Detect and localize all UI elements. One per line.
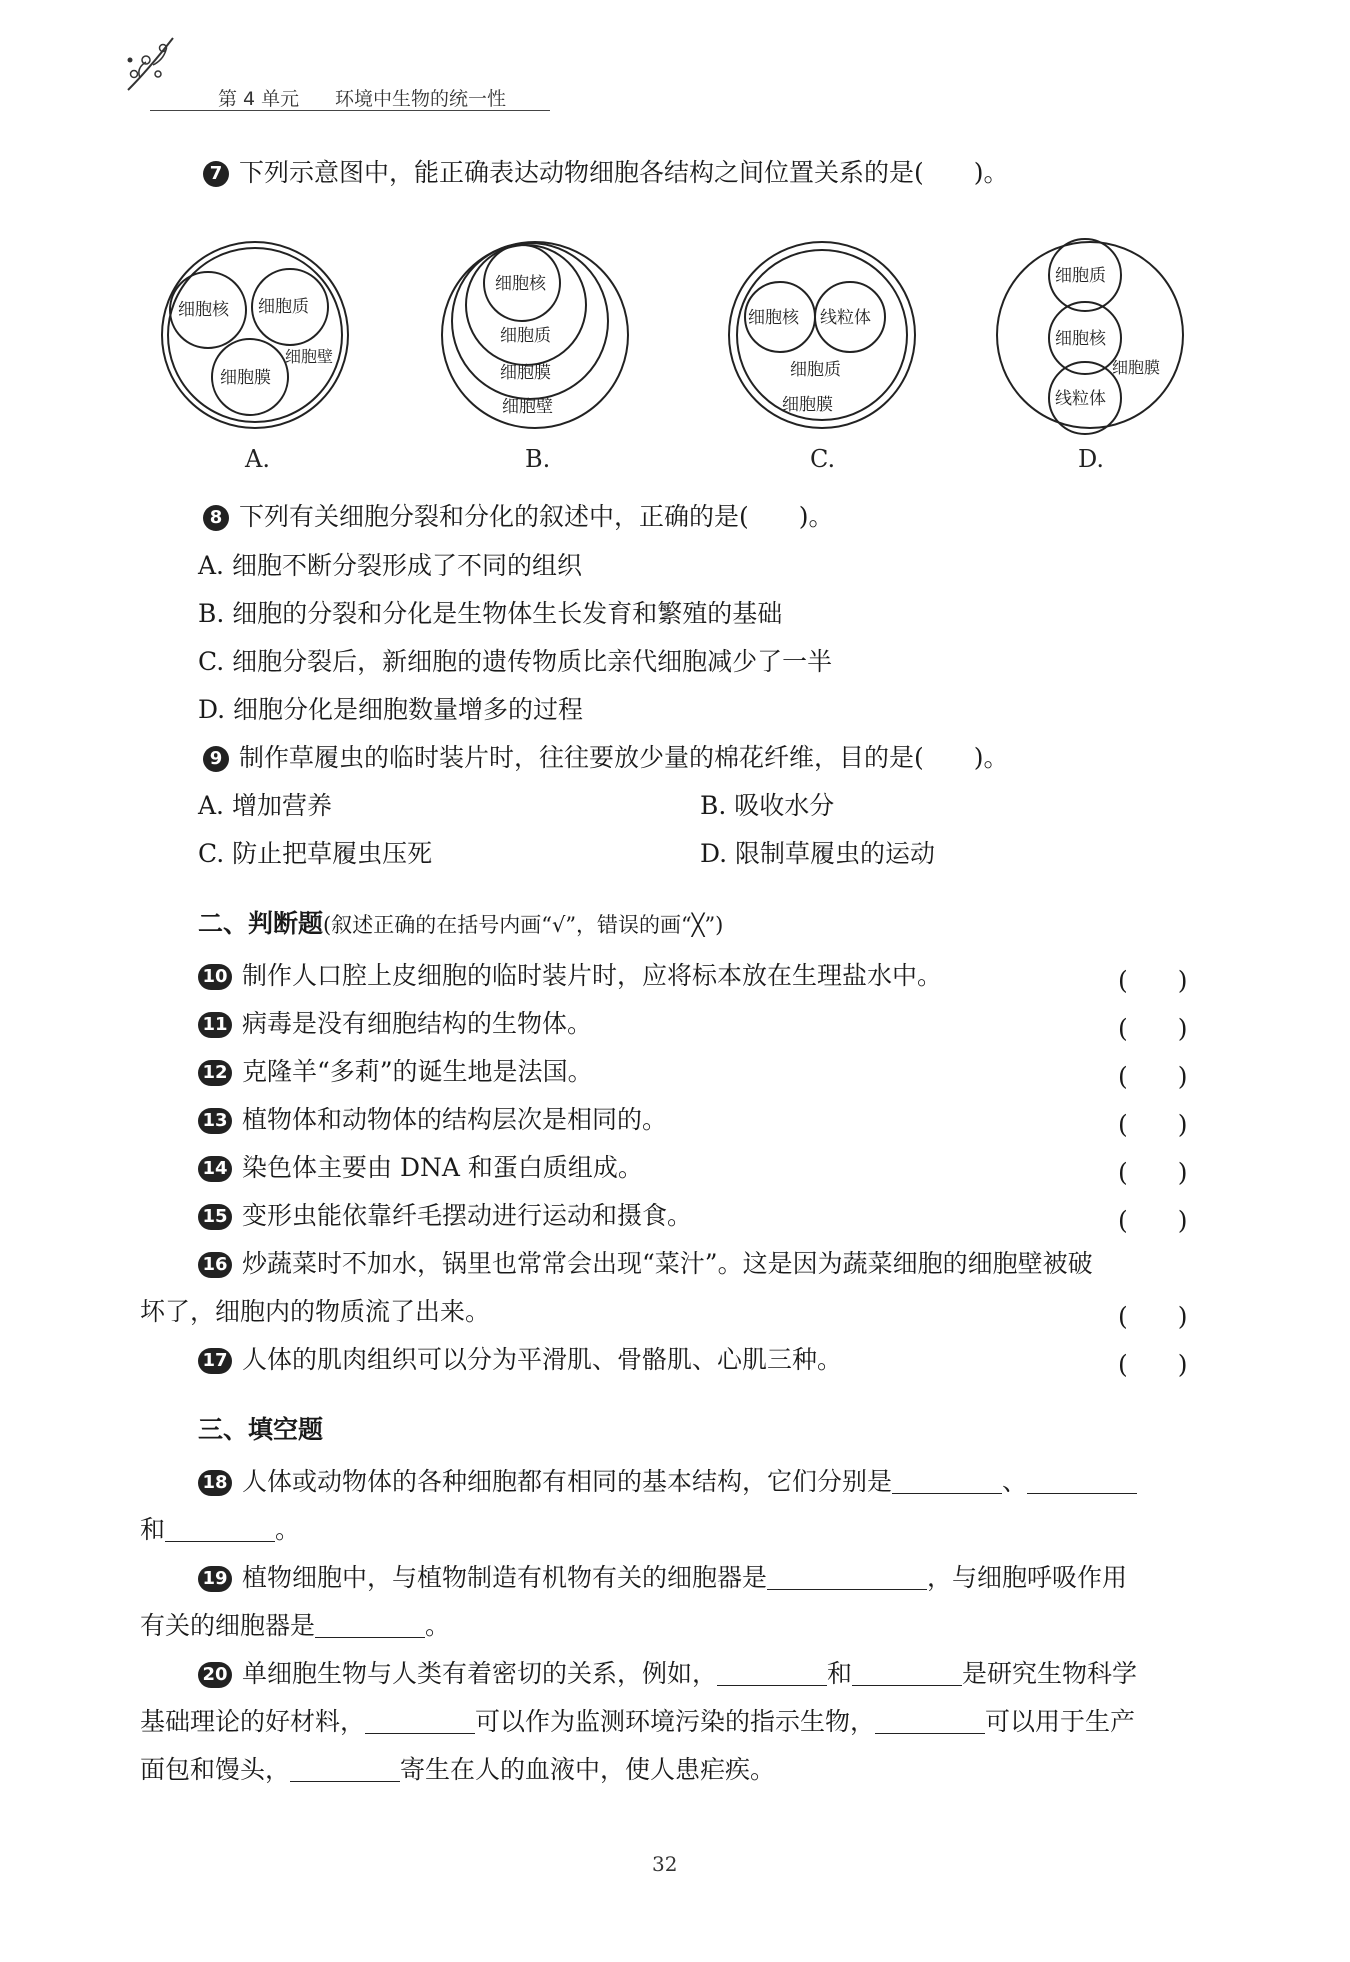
question-number: 15 [198, 1204, 232, 1230]
diagram-b-cytoplasm-label: 细胞质 [500, 326, 551, 346]
question-text-mid: ，与细胞呼吸作用 [927, 1563, 1128, 1592]
question-text: 制作草履虫的临时装片时，往往要放少量的棉花纤维，目的是( )。 [239, 743, 1009, 772]
diagram-b-option-label: B. [525, 445, 551, 473]
diagram-d-option-label: D. [1078, 445, 1105, 473]
question-number: 10 [198, 964, 232, 990]
question-number: 20 [198, 1662, 232, 1688]
question-8 [203, 502, 834, 532]
answer-paren-11[interactable]: ( ) [1118, 1014, 1188, 1043]
diagram-a-wall-label: 细胞壁 [285, 347, 334, 366]
question-10 [198, 961, 942, 991]
q9-option-a: A. 增加营养 [198, 791, 332, 820]
question-text: 植物体和动物体的结构层次是相同的。 [242, 1105, 668, 1134]
question-text: 人体或动物体的各种细胞都有相同的基本结构，它们分别是 [242, 1467, 893, 1496]
fill-blank[interactable] [767, 1565, 927, 1590]
question-text: 是研究生物科学 [962, 1659, 1138, 1688]
question-20-line3 [140, 1755, 775, 1785]
question-text: 病毒是没有细胞结构的生物体。 [242, 1009, 593, 1038]
question-text: 植物细胞中，与植物制造有机物有关的细胞器是 [242, 1563, 768, 1592]
diagram-c-membrane-label: 细胞膜 [782, 395, 833, 415]
question-13 [198, 1105, 667, 1135]
fill-blank[interactable] [717, 1661, 827, 1686]
question-20 [198, 1659, 1137, 1689]
diagram-d-nucleus-label: 细胞核 [1055, 329, 1106, 349]
question-text: 可以作为监测环境污染的指示生物， [475, 1707, 876, 1736]
question-text: 下列有关细胞分裂和分化的叙述中，正确的是( )。 [239, 502, 834, 531]
conjunction: 和 [140, 1515, 166, 1544]
diagram-a-nucleus-label: 细胞核 [178, 300, 229, 320]
diagram-d-mito-label: 线粒体 [1055, 389, 1106, 409]
q9-option-b: B. 吸收水分 [700, 791, 835, 820]
q8-option-a: A. 细胞不断分裂形成了不同的组织 [198, 551, 582, 580]
question-20-line2 [140, 1707, 1135, 1737]
fill-blank[interactable] [165, 1517, 275, 1542]
answer-paren-14[interactable]: ( ) [1118, 1158, 1188, 1187]
question-number: 16 [198, 1252, 232, 1278]
diagram-c-option-label: C. [810, 445, 836, 473]
question-15 [198, 1201, 692, 1231]
question-9 [203, 743, 1009, 773]
diagram-a-membrane-label: 细胞膜 [220, 368, 271, 388]
question-text: 克隆羊“多莉”的诞生地是法国。 [242, 1057, 593, 1086]
fill-blank[interactable] [892, 1469, 1002, 1494]
diagram-c-nucleus-label: 细胞核 [748, 308, 799, 328]
diagram-a-cytoplasm-label: 细胞质 [258, 297, 309, 317]
question-number: 17 [198, 1348, 232, 1374]
question-text: 面包和馒头， [140, 1755, 291, 1784]
period: 。 [425, 1611, 451, 1640]
diagram-c-mito-label: 线粒体 [820, 308, 871, 328]
diagram-d-cytoplasm-label: 细胞质 [1055, 266, 1106, 286]
q8-option-c: C. 细胞分裂后，新细胞的遗传物质比亲代细胞减少了一半 [198, 647, 833, 676]
question-19 [198, 1563, 1127, 1593]
header-rule [150, 110, 550, 111]
question-18-line2 [140, 1515, 300, 1545]
diagram-d-membrane-label: 细胞膜 [1112, 358, 1161, 377]
diagram-b-cytoplasm [466, 245, 586, 365]
question-17 [198, 1345, 842, 1375]
question-text: 可以用于生产 [985, 1707, 1136, 1736]
answer-paren-17[interactable]: ( ) [1118, 1350, 1188, 1379]
fill-blank[interactable] [875, 1709, 985, 1734]
period: 。 [275, 1515, 301, 1544]
diagram-c-cytoplasm-label: 细胞质 [790, 360, 841, 380]
question-number: 9 [203, 746, 229, 772]
question-number: 11 [198, 1012, 232, 1038]
question-number: 12 [198, 1060, 232, 1086]
diagram-a-option-label: A. [245, 445, 270, 473]
question-text: 基础理论的好材料， [140, 1707, 366, 1736]
question-18 [198, 1467, 1137, 1497]
q8-option-d: D. 细胞分化是细胞数量增多的过程 [198, 695, 584, 724]
question-16 [198, 1249, 1093, 1279]
question-number: 18 [198, 1470, 232, 1496]
question-number: 14 [198, 1156, 232, 1182]
answer-paren-15[interactable]: ( ) [1118, 1206, 1188, 1235]
question-number: 7 [203, 161, 229, 187]
question-number: 8 [203, 505, 229, 531]
question-text: 下列示意图中，能正确表达动物细胞各结构之间位置关系的是( )。 [239, 158, 1009, 187]
q9-option-d: D. 限制草履虫的运动 [700, 839, 936, 868]
question-text: 炒蔬菜时不加水，锅里也常常会出现“菜汁”。这是因为蔬菜细胞的细胞壁被破 [242, 1249, 1093, 1278]
fill-blank[interactable] [852, 1661, 962, 1686]
question-number: 13 [198, 1108, 232, 1134]
section-3-heading: 三、填空题 [198, 1415, 324, 1444]
question-text: 寄生在人的血液中，使人患疟疾。 [400, 1755, 776, 1784]
question-text: 人体的肌肉组织可以分为平滑肌、骨骼肌、心肌三种。 [242, 1345, 843, 1374]
question-11 [198, 1009, 592, 1039]
question-text: 单细胞生物与人类有着密切的关系，例如， [242, 1659, 718, 1688]
fill-blank[interactable] [365, 1709, 475, 1734]
answer-paren-16[interactable]: ( ) [1118, 1302, 1188, 1331]
question-19-line2 [140, 1611, 450, 1641]
header-ornament [118, 30, 188, 104]
page-number: 32 [652, 1852, 678, 1876]
section-note: (叙述正确的在括号内画“√”，错误的画“╳”) [323, 913, 724, 937]
q9-option-c: C. 防止把草履虫压死 [198, 839, 433, 868]
header-unit: 第 4 单元 [218, 88, 300, 110]
answer-paren-12[interactable]: ( ) [1118, 1062, 1188, 1091]
fill-blank[interactable] [290, 1757, 400, 1782]
question-7 [203, 158, 1009, 188]
question-14 [198, 1153, 643, 1183]
answer-paren-10[interactable]: ( ) [1118, 966, 1188, 995]
fill-blank[interactable] [1027, 1469, 1137, 1494]
section-2-heading [198, 904, 723, 940]
diagram-b-nucleus-label: 细胞核 [495, 274, 546, 294]
question-text: 制作人口腔上皮细胞的临时装片时，应将标本放在生理盐水中。 [242, 961, 943, 990]
separator: 、 [1002, 1467, 1028, 1496]
diagram-a-outer [162, 242, 348, 428]
diagram-b-membrane-label: 细胞膜 [500, 363, 551, 383]
q8-option-b: B. 细胞的分裂和分化是生物体生长发育和繁殖的基础 [198, 599, 783, 628]
diagram-b-wall-label: 细胞壁 [502, 397, 553, 417]
fill-blank[interactable] [315, 1613, 425, 1638]
question-text: 变形虫能依靠纤毛摆动进行运动和摄食。 [242, 1201, 693, 1230]
question-16-line2: 坏了，细胞内的物质流了出来。 [140, 1297, 491, 1326]
question-12 [198, 1057, 593, 1087]
question-text: 染色体主要由 DNA 和蛋白质组成。 [242, 1153, 643, 1182]
question-text-line2: 有关的细胞器是 [140, 1611, 316, 1640]
section-title: 二、判断题 [198, 909, 324, 938]
answer-paren-13[interactable]: ( ) [1118, 1110, 1188, 1139]
conjunction: 和 [827, 1659, 853, 1688]
header-title: 环境中生物的统一性 [335, 88, 507, 110]
question-number: 19 [198, 1566, 232, 1592]
cell-diagrams [150, 235, 1200, 489]
